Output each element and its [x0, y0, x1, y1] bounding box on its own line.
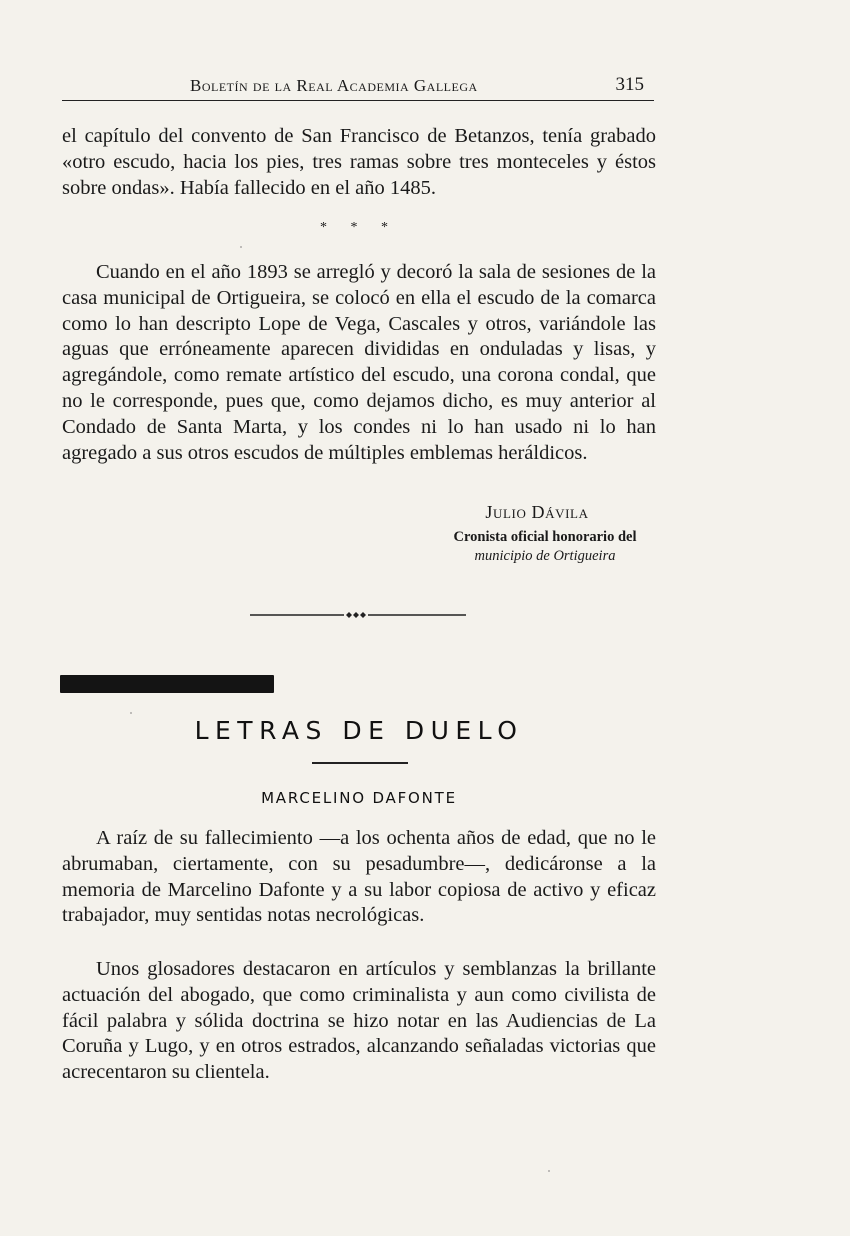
obituary-paragraph-1: A raíz de su fallecimiento —a los ochenta años de edad, que no le abrumaban, ciertamente, con su pesadumbre—, dedicáronse a la memoria de Marcelino Dafonte y a su labor copiosa de activo y eficaz trabajador, muy sentidas notas necrológicas.	[62, 827, 656, 927]
author-signature: Julio Dávila	[485, 502, 589, 522]
body-paragraph-2: Cuando en el año 1893 se arregló y decoró la sala de sesiones de la casa municipal de Ortigueira, se colocó en ella el escudo de la comarca como lo han descripto Lope de Vega, Cascales y otros, variándole las aguas que erróneamente aparecen divididas en onduladas y lisas, y agregándole, como remate artístico del escudo, una corona condal, que no le corresponde, pues que, como dejamos dicho, es muy anterior al Condado de Santa Marta, y los condes ni lo han usado ni lo han agregado a sus otros escudos de múltiples emblemas heráldicos.	[62, 261, 656, 464]
page-number: 315	[615, 74, 644, 95]
section-marker-bar	[60, 675, 274, 693]
journal-title: Boletín de la Real Academia Gallega	[190, 76, 478, 95]
scan-speck	[240, 246, 242, 248]
author-role-line-2: municipio de Ortigueira	[474, 548, 616, 564]
author-role-line-1: Cronista oficial honorario del	[453, 529, 637, 545]
ornament-diamond-1	[346, 612, 352, 618]
ornament-divider	[250, 610, 466, 620]
obituary-paragraph-2: Unos glosadores destacaron en artículos y semblanzas la brillante actuación del abogado, que como criminalista y aun como civilista de fácil palabra y sólida doctrina se hizo notar en las Audiencias de La Coruña y Lugo, y en otros estrados, alcanzando señaladas victorias que acrecentaron su clientela.	[62, 958, 656, 1084]
asterism-separator: * * *	[320, 220, 398, 235]
running-header	[62, 74, 654, 101]
scan-speck	[130, 712, 132, 714]
ornament-diamond-3	[360, 612, 366, 618]
body-paragraph-1: el capítulo del convento de San Francisco de Betanzos, tenía grabado «otro escudo, hacia los pies, tres ramas sobre tres monteceles y éstos sobre ondas». Había fallecido en el año 1485.	[62, 125, 656, 199]
section-title: LETRAS DE DUELO	[194, 716, 524, 745]
title-underline	[312, 762, 408, 764]
ornament-diamond-2	[353, 612, 359, 618]
section-subtitle: MARCELINO DAFONTE	[261, 789, 457, 807]
author-role	[416, 528, 674, 566]
scan-speck	[548, 1170, 550, 1172]
